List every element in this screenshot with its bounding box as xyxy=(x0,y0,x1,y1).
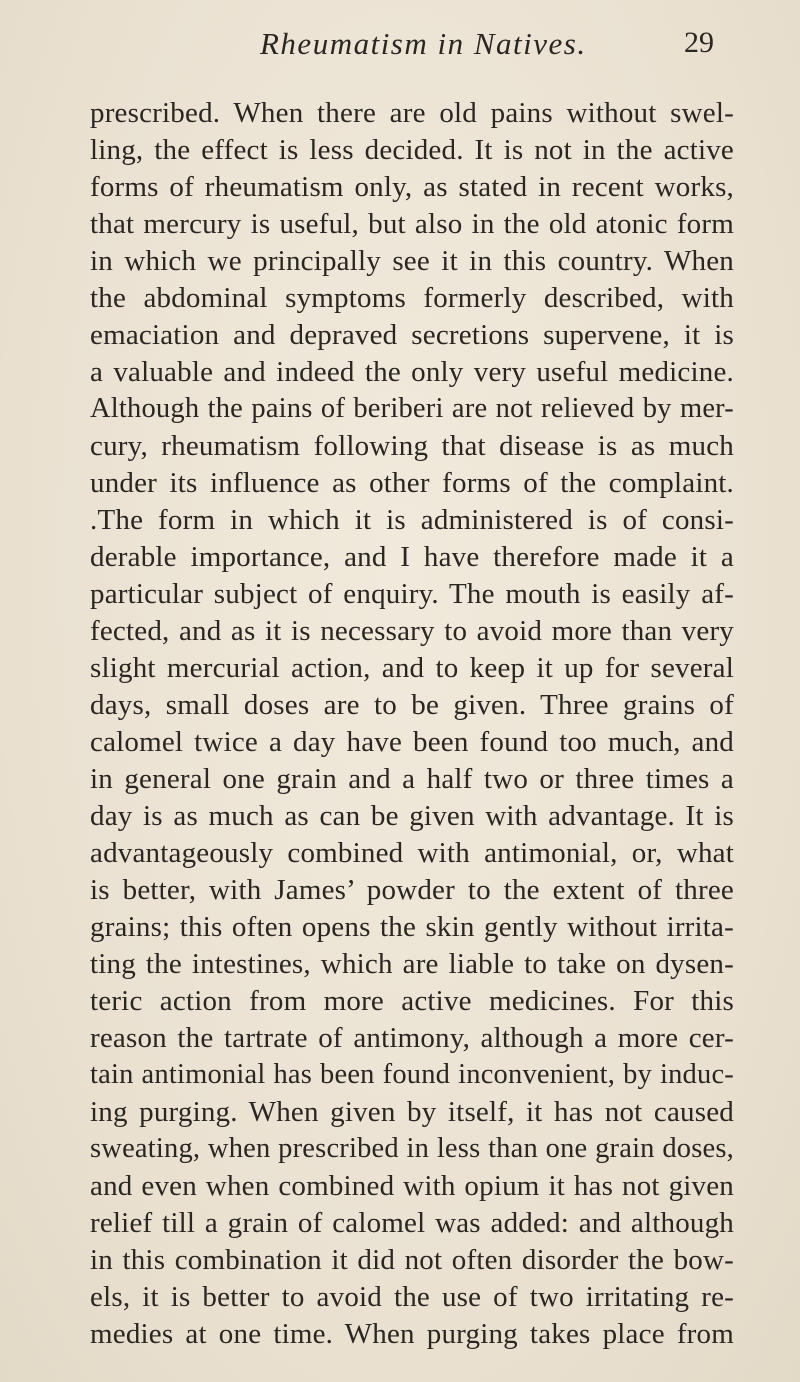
text-line: the abdominal symptoms formerly described, with xyxy=(90,282,734,314)
text-line: day is as much as can be given with advantage. It is xyxy=(90,800,734,832)
text-line: advantageously combined with antimonial, or, what xyxy=(90,837,734,869)
text-line: ling, the effect is less decided. It is not in the active xyxy=(90,134,734,166)
text-line: reason the tartrate of antimony, although a more cer- xyxy=(90,1022,734,1054)
running-title: Rheumatism in Natives. xyxy=(260,26,587,61)
text-line: forms of rheumatism only, as stated in recent works, xyxy=(90,171,734,203)
text-line: cury, rheumatism following that disease is as much xyxy=(90,430,734,462)
text-line: medies at one time. When purging takes place from xyxy=(90,1318,734,1350)
text-line: ting the intestines, which are liable to take on dysen- xyxy=(90,948,734,980)
text-line: calomel twice a day have been found too much, and xyxy=(90,726,734,758)
text-line: prescribed. When there are old pains without swel- xyxy=(90,97,734,129)
page-number: 29 xyxy=(684,26,714,59)
text-line: a valuable and indeed the only very useful medicine. xyxy=(90,356,734,388)
text-line: derable importance, and I have therefore made it a xyxy=(90,541,734,573)
text-line: in this combination it did not often disorder the bow- xyxy=(90,1244,734,1276)
text-line: grains; this often opens the skin gently without irrita- xyxy=(90,911,734,943)
text-line: fected, and as it is necessary to avoid more than very xyxy=(90,615,734,647)
text-line: and even when combined with opium it has not given xyxy=(90,1170,734,1202)
text-line: is better, with James’ powder to the extent of three xyxy=(90,874,734,906)
text-line: teric action from more active medicines. For this xyxy=(90,985,734,1017)
text-line: days, small doses are to be given. Three grains of xyxy=(90,689,734,721)
text-line: relief till a grain of calomel was added: and although xyxy=(90,1207,734,1239)
text-line: ing purging. When given by itself, it has not caused xyxy=(90,1096,734,1128)
text-line: under its influence as other forms of the complaint. xyxy=(90,467,734,499)
text-line: slight mercurial action, and to keep it up for several xyxy=(90,652,734,684)
text-line: that mercury is useful, but also in the old atonic form xyxy=(90,208,734,240)
text-line: tain antimonial has been found inconvenient, by induc- xyxy=(90,1059,734,1090)
text-line: els, it is better to avoid the use of two irritating re- xyxy=(90,1281,734,1313)
text-line: .The form in which it is administered is of consi- xyxy=(90,504,734,536)
text-line: in which we principally see it in this country. When xyxy=(90,245,734,277)
text-line: particular subject of enquiry. The mouth is easily af- xyxy=(90,578,734,610)
text-line: sweating, when prescribed in less than one grain doses, xyxy=(90,1133,734,1164)
text-line: in general one grain and a half two or three times a xyxy=(90,763,734,795)
text-line: Although the pains of beriberi are not relieved by mer- xyxy=(90,393,734,424)
running-head xyxy=(0,26,800,66)
text-line: emaciation and depraved secretions supervene, it is xyxy=(90,319,734,351)
